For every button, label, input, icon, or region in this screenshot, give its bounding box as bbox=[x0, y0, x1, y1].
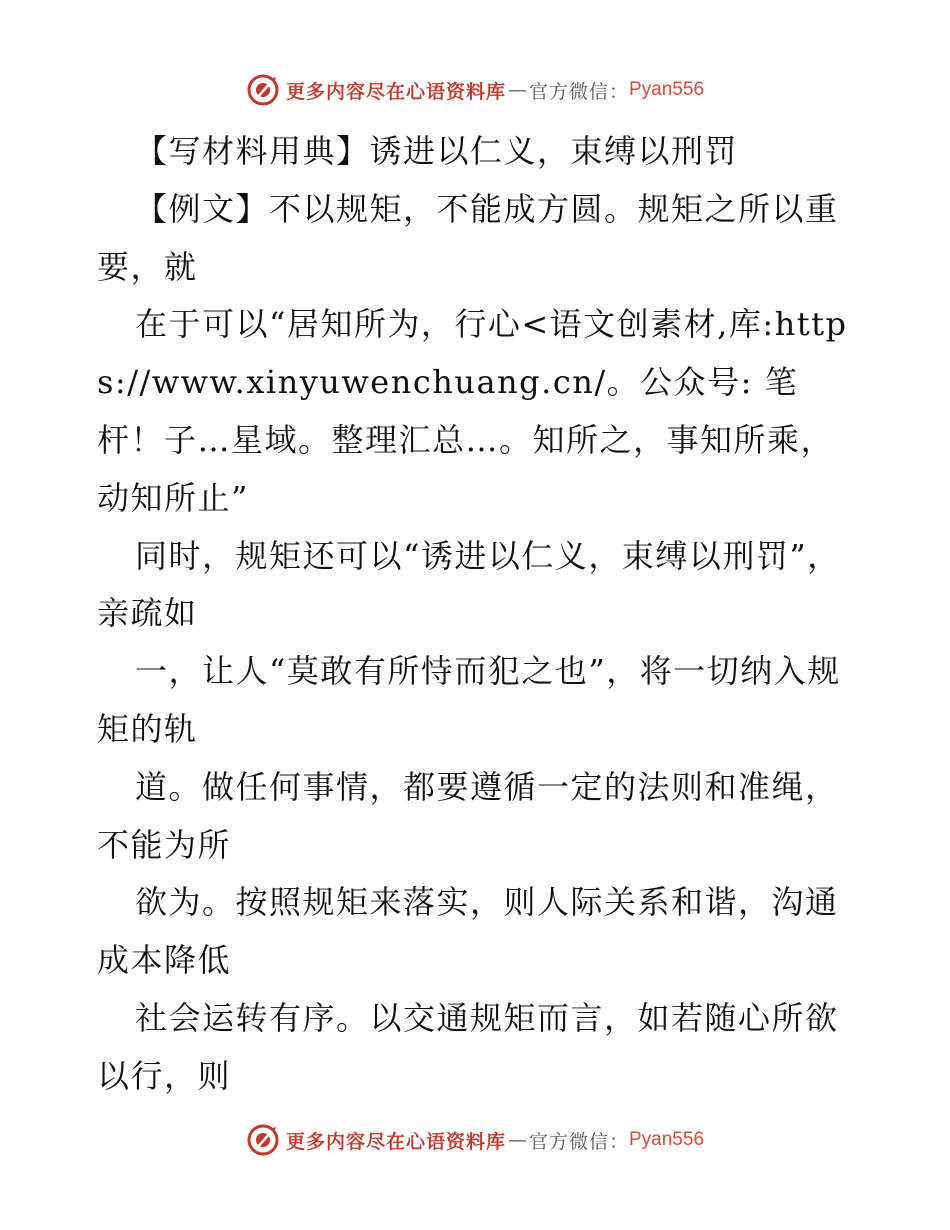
paragraph: 欲为。按照规矩来落实，则人际关系和谐，沟通成本降低 bbox=[97, 883, 839, 980]
banner-separator: — bbox=[507, 1129, 527, 1151]
document-body bbox=[97, 123, 857, 1106]
logo-icon bbox=[246, 1123, 280, 1157]
banner-separator: — bbox=[507, 79, 527, 101]
paragraph: 道。做任何事情，都要遵循一定的法则和准绳，不能为所 bbox=[97, 767, 839, 864]
paragraph: 社会运转有序。以交通规矩而言，如若随心所欲以行，则 bbox=[97, 998, 839, 1095]
footer-banner bbox=[0, 1120, 950, 1160]
paragraph: 同时，规矩还可以“诱进以仁义，束缚以刑罚”，亲疏如 bbox=[97, 536, 841, 633]
banner-official: 官方微信： bbox=[528, 1130, 629, 1153]
banner-official: 官方微信： bbox=[528, 80, 629, 103]
header-banner bbox=[0, 70, 950, 110]
paragraph: 一，让人“莫敢有所恃而犯之也”，将一切纳入规矩的轨 bbox=[97, 652, 841, 748]
paragraph: 在于可以“居知所为，行心<语文创素材,库:https://www.xinyuwenchuang.cn/。公众号: 笔杆！子…星域。整理汇总…。知所之，事知所乘，动知所止” bbox=[97, 305, 848, 517]
paragraph-title: 【写材料用典】诱进以仁义，束缚以刑罚 bbox=[135, 132, 739, 170]
banner-wechat-id: Pyan556 bbox=[629, 1129, 705, 1150]
banner-brand: 更多内容尽在心语资料库 bbox=[285, 1130, 506, 1153]
banner-brand: 更多内容尽在心语资料库 bbox=[285, 80, 506, 103]
logo-icon bbox=[246, 73, 280, 107]
paragraph: 【例文】不以规矩，不能成方圆。规矩之所以重要，就 bbox=[97, 189, 839, 286]
banner-wechat-id: Pyan556 bbox=[629, 79, 705, 100]
